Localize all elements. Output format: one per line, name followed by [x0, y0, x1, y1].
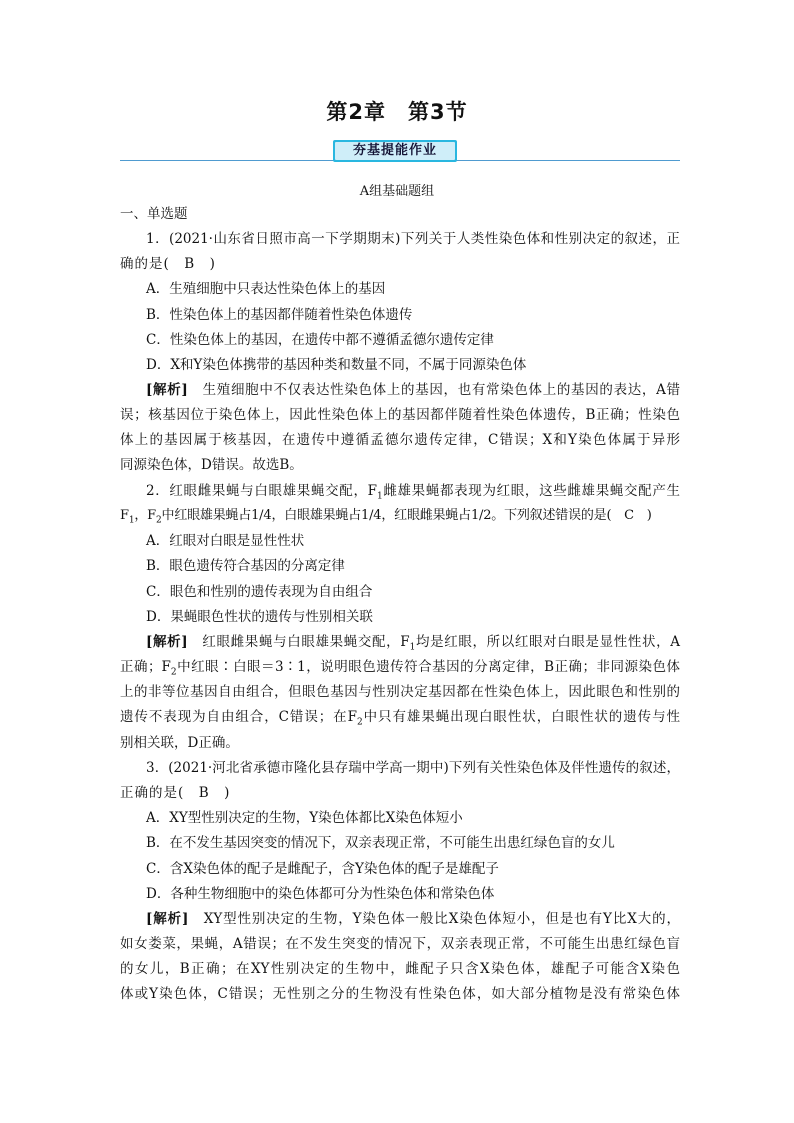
subscript: 1 — [409, 642, 416, 653]
section-heading: 一、单选题 — [120, 206, 188, 222]
stem-text: 雌雄果蝇都表现为红眼，这些雌雄果蝇交配产生 — [382, 483, 680, 499]
question-2-analysis-line-1 — [146, 633, 680, 651]
analysis-text: XY型性别决定的生物，Y染色体一般比X染色体短小，但是也有Y比X大的， — [188, 911, 680, 927]
question-1-analysis-line-1 — [146, 381, 680, 399]
stem-text: F — [120, 508, 129, 523]
stem-text: 中红眼雄果蝇占1/4，白眼雄果蝇占1/4，红眼雌果蝇占1/2。下列叙述错误的是( C ) — [161, 508, 652, 523]
banner-label: 夯基提能作业 — [335, 142, 455, 160]
question-1-stem-line-1: 1．(2021·山东省日照市高一下学期期末)下列关于人类性染色体和性别决定的叙述，正 — [146, 231, 680, 247]
question-2-analysis-line-5: 别相关联，D正确。 — [120, 735, 239, 751]
analysis-label: [解析] — [146, 634, 188, 650]
analysis-label: [解析] — [146, 382, 188, 398]
question-3-stem-line-2: 正确的是( B ) — [120, 785, 231, 801]
question-2-option-a: A．红眼对白眼是显性性状 — [146, 533, 305, 549]
subscript: 1 — [128, 515, 135, 526]
stem-text: ，F — [134, 508, 156, 523]
question-2-analysis-line-3: 上的非等位基因自由组合，但眼色基因与性别决定基因都在性染色体上，因此眼色和性别的 — [120, 684, 680, 700]
analysis-text: 生殖细胞中不仅表达性染色体上的基因，也有常染色体上的基因的表达，A错 — [187, 382, 681, 398]
homework-banner — [333, 140, 457, 162]
question-1-option-b: B．性染色体上的基因都伴随着性染色体遗传 — [146, 307, 413, 323]
analysis-text: 均是红眼，所以红眼对白眼是显性性状，A — [415, 634, 681, 650]
question-3-option-d: D．各种生物细胞中的染色体都可分为性染色体和常染色体 — [146, 886, 495, 902]
analysis-text: 遗传不表现为自由组合，C错误；在F — [120, 709, 357, 725]
question-3-option-a: A．XY型性别决定的生物，Y染色体都比X染色体短小 — [146, 810, 463, 826]
subscript: 2 — [356, 717, 363, 728]
question-3-analysis-line-2: 如女娄菜，果蝇，A错误；在不发生突变的情况下，双亲表现正常，不可能生出患红绿色盲 — [120, 936, 680, 952]
subscript: 1 — [376, 491, 383, 502]
question-2-option-d: D．果蝇眼色性状的遗传与性别相关联 — [146, 609, 373, 625]
analysis-text: 正确；F — [120, 659, 171, 675]
analysis-text: 中只有雄果蝇出现白眼性状，白眼性状的遗传与性 — [362, 709, 681, 725]
question-3-option-c: C．含X染色体的配子是雌配子，含Y染色体的配子是雄配子 — [146, 861, 499, 877]
question-3-analysis-line-1 — [146, 910, 680, 928]
question-2-stem-line-2 — [120, 507, 652, 525]
question-3-option-b: B．在不发生基因突变的情况下，双亲表现正常，不可能生出患红绿色盲的女儿 — [146, 835, 615, 851]
subscript: 2 — [155, 515, 162, 526]
question-1-option-c: C．性染色体上的基因，在遗传中都不遵循孟德尔遗传定律 — [146, 332, 494, 348]
question-2-option-b: B．眼色遗传符合基因的分离定律 — [146, 558, 345, 574]
question-2-stem-line-1 — [146, 482, 680, 500]
question-1-analysis-line-4: 同源染色体，D错误。故选B。 — [120, 457, 303, 473]
question-2-analysis-line-4 — [120, 708, 680, 726]
chapter-title: 第2章 第3节 — [326, 100, 468, 124]
question-2-analysis-line-2 — [120, 658, 680, 676]
analysis-label: [解析] — [146, 911, 189, 927]
subscript: 2 — [170, 667, 177, 678]
analysis-text: 中红眼∶白眼＝3∶1，说明眼色遗传符合基因的分离定律，B正确；非同源染色体 — [176, 659, 680, 675]
question-1-analysis-line-3: 体上的基因属于核基因，在遗传中遵循孟德尔遗传定律，C错误；X和Y染色体属于异形 — [120, 432, 680, 448]
question-1-option-a: A．生殖细胞中只表达性染色体上的基因 — [146, 281, 386, 297]
stem-text: 2．红眼雌果蝇与白眼雄果蝇交配，F — [146, 483, 377, 499]
question-3-stem-line-1: 3．(2021·河北省承德市隆化县存瑞中学高一期中)下列有关性染色体及伴性遗传的叙述， — [146, 760, 680, 776]
analysis-text: 红眼雌果蝇与白眼雄果蝇交配，F — [187, 634, 410, 650]
question-3-analysis-line-4: 体或Y染色体，C错误；无性别之分的生物没有性染色体，如大部分植物是没有常染色体 — [120, 986, 680, 1002]
question-3-analysis-line-3: 的女儿，B正确；在XY性别决定的生物中，雌配子只含X染色体，雄配子可能含X染色 — [120, 961, 680, 977]
group-title: A组基础题组 — [359, 184, 435, 199]
question-2-option-c: C．眼色和性别的遗传表现为自由组合 — [146, 584, 373, 600]
question-1-analysis-line-2: 误；核基因位于染色体上，因此性染色体上的基因都伴随着性染色体遗传，B正确；性染色 — [120, 407, 680, 423]
question-1-option-d: D．X和Y染色体携带的基因种类和数量不同，不属于同源染色体 — [146, 357, 527, 373]
question-1-stem-line-2: 确的是( B ) — [120, 256, 216, 272]
